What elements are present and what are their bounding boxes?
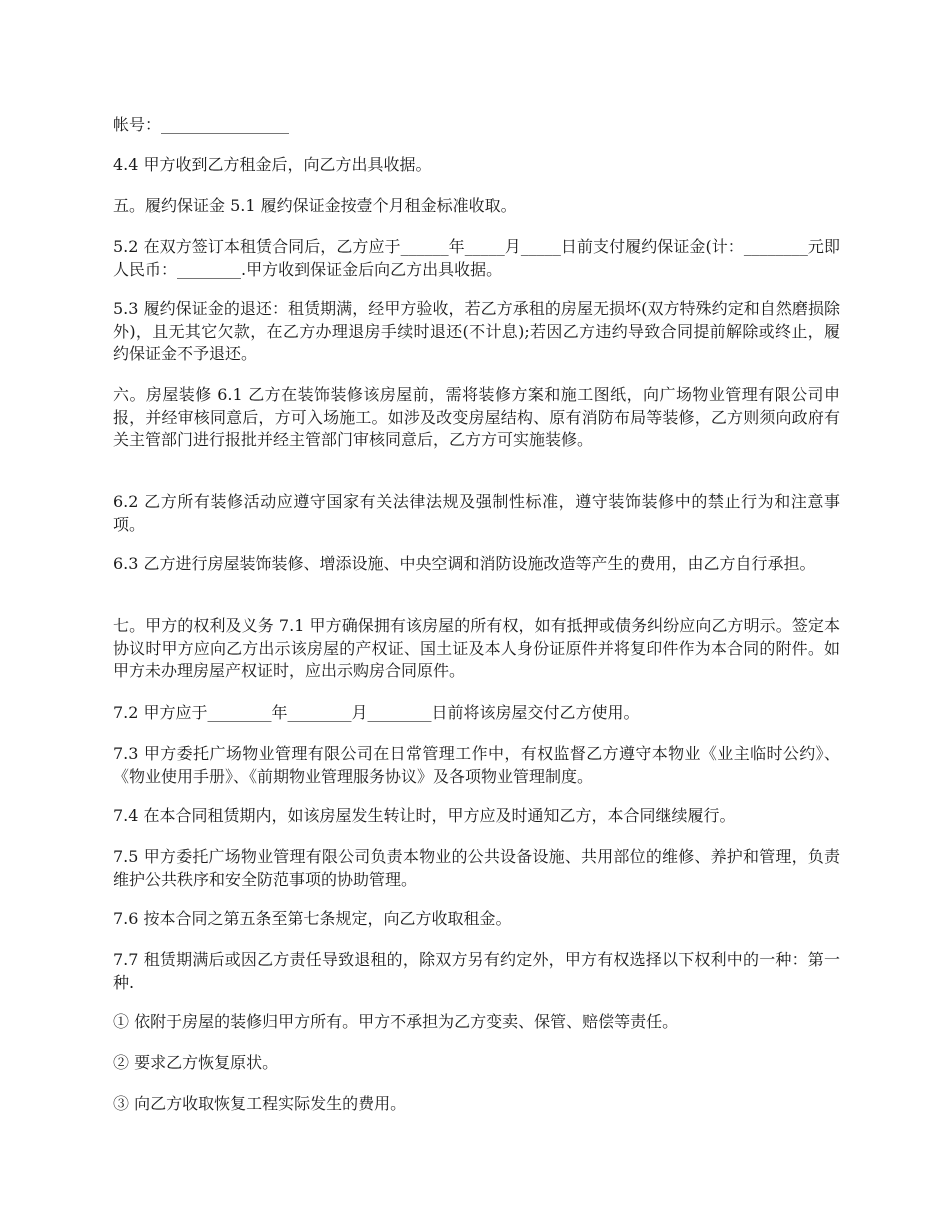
- clause-6-2: 6.2 乙方所有装修活动应遵守国家有关法律法规及强制性标准，遵守装饰装修中的禁止行为和注意事项。: [113, 492, 840, 534]
- clause-7-6: 7.6 按本合同之第五条至第七条规定，向乙方收取租金。: [113, 909, 512, 928]
- clause-6-3: 6.3 乙方进行房屋装饰装修、增添设施、中央空调和消防设施改造等产生的费用，由乙方自行承担。: [113, 554, 816, 573]
- clause-7-2: 7.2 甲方应于________年________月________日前将该房屋交付乙方使用。: [113, 703, 640, 722]
- clause-7-3: 7.3 甲方委托广场物业管理有限公司在日常管理工作中，有权监督乙方遵守本物业《业主临时公约》、《物业使用手册》、《前期物业管理服务协议》及各项物业管理制度。: [113, 744, 840, 786]
- section-5-deposit: 五。履约保证金 5.1 履约保证金按壹个月租金标准收取。: [113, 196, 517, 215]
- option-3: ③ 向乙方收取恢复工程实际发生的费用。: [113, 1094, 407, 1113]
- account-number-line: 帐号：________________: [113, 115, 290, 134]
- section-6-renovation: 六。房屋装修 6.1 乙方在装饰装修该房屋前，需将装修方案和施工图纸，向广场物业管理有限公司申报，并经审核同意后，方可入场施工。如涉及改变房屋结构、原有消防布局等装修，乙方则须向政府有关主管部门进行报批并经主管部门审核同意后，乙方方可实施装修。: [113, 385, 840, 450]
- clause-4-4: 4.4 甲方收到乙方租金后，向乙方出具收据。: [113, 155, 432, 174]
- clause-7-4: 7.4 在本合同租赁期内，如该房屋发生转让时，甲方应及时通知乙方，本合同继续履行。: [113, 806, 736, 825]
- clause-7-5: 7.5 甲方委托广场物业管理有限公司负责本物业的公共设备设施、共用部位的维修、养护和管理，负责维护公共秩序和安全防范事项的协助管理。: [113, 847, 840, 889]
- option-2: ② 要求乙方恢复原状。: [113, 1053, 279, 1072]
- option-1: ① 依附于房屋的装修归甲方所有。甲方不承担为乙方变卖、保管、赔偿等责任。: [113, 1012, 679, 1031]
- clause-5-3: 5.3 履约保证金的退还：租赁期满，经甲方验收，若乙方承租的房屋无损坏(双方特殊约定和自然磨损除外)，且无其它欠款，在乙方办理退房手续时退还(不计息);若因乙方违约导致合同提前解除或终止，履约保证金不予退还。: [113, 299, 840, 364]
- clause-7-7: 7.7 租赁期满后或因乙方责任导致退租的，除双方另有约定外，甲方有权选择以下权利中的一种：第一种.: [113, 950, 840, 992]
- clause-5-2: 5.2 在双方签订本租赁合同后，乙方应于______年_____月_____日前支付履约保证金(计：________元即人民币：________.甲方收到保证金后向乙方出具收据。: [113, 237, 840, 279]
- section-7-lessor-rights: 七。甲方的权利及义务 7.1 甲方确保拥有该房屋的所有权，如有抵押或债务纠纷应向乙方明示。签定本协议时甲方应向乙方出示该房屋的产权证、国土证及本人身份证原件并将复印件作为本合同的附件。如甲方未办理房屋产权证时，应出示购房合同原件。: [113, 616, 840, 681]
